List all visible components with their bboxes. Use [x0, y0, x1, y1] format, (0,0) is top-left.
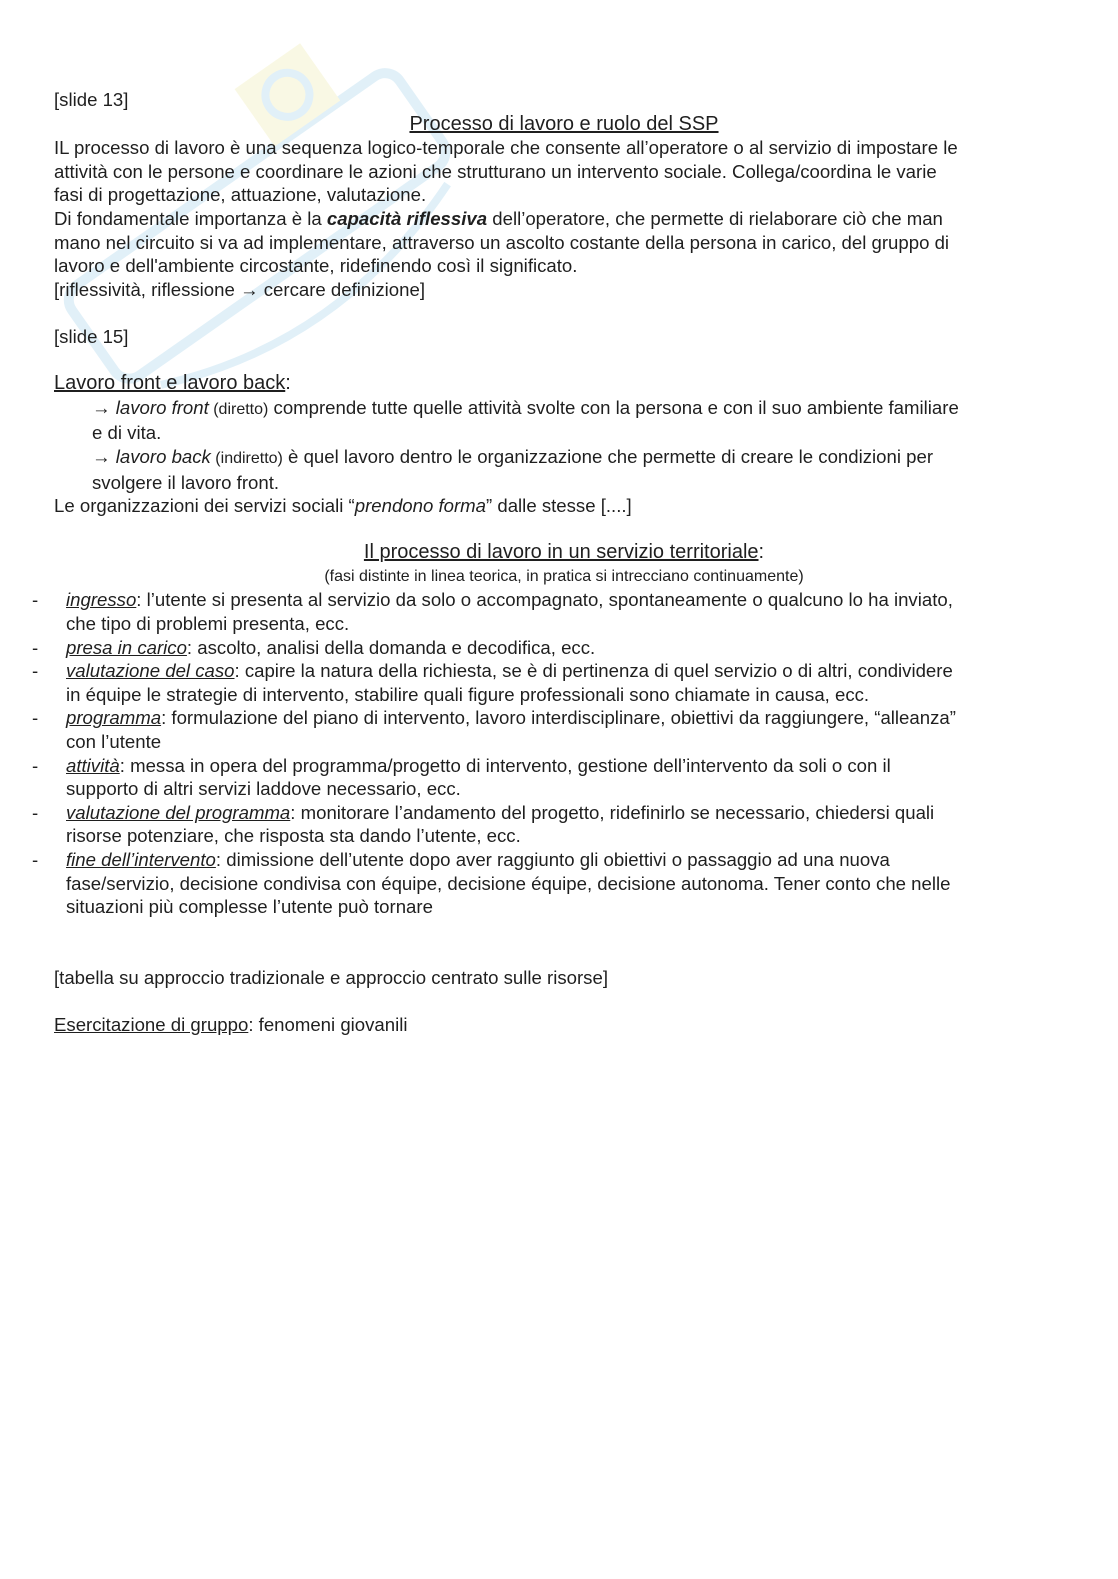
heading-text: Lavoro front e lavoro back [54, 372, 286, 395]
bullet-dash: - [32, 660, 39, 682]
lavoro-front-continuation: e di vita. [92, 422, 162, 444]
list-item-continuation: risorse potenziare, che risposta sta dando l’utente, ecc. [66, 825, 521, 847]
slide-13-label: [slide 13] [54, 89, 129, 110]
bullet-dash: - [32, 636, 39, 658]
bullet-dash: - [32, 849, 39, 870]
heading-text: Il processo di lavoro in un servizio territoriale [363, 541, 759, 564]
text-run: ” dalle stesse [....] [486, 495, 632, 517]
text-run: Di fondamentale importanza è la [54, 207, 327, 229]
list-item [32, 636, 1074, 660]
exercise-line [54, 1013, 1074, 1037]
list-item-continuation: situazioni più complesse l’utente può tornare [66, 896, 433, 918]
list-item [32, 848, 1074, 872]
lavoro-back-line [54, 445, 1074, 471]
bullet-dash: - [32, 801, 39, 823]
paren-diretto: (diretto) [208, 400, 269, 418]
term-lavoro-front: lavoro front [115, 396, 209, 418]
list-item-term: programma [66, 707, 162, 729]
text-run: comprende tutte quelle attività svolte con la persona e con il suo ambiente familiare [268, 396, 959, 418]
term-lavoro-back: lavoro back [115, 445, 211, 467]
lavoro-front-line [54, 396, 1074, 422]
process-list [32, 588, 1074, 918]
list-item-term: attività [66, 754, 120, 776]
list-item-term: presa in carico [66, 636, 187, 658]
list-item [32, 754, 1074, 778]
list-item-term: fine dell’intervento [66, 849, 216, 870]
closing-line [54, 494, 1074, 518]
exercise-text: : fenomeni giovanili [248, 1014, 408, 1036]
bullet-dash: - [32, 707, 39, 729]
section-title-text: Processo di lavoro e ruolo del SSP [409, 112, 719, 135]
processo-subtitle: (fasi distinte in linea teorica, in pratica si intrecciano continuamente) [324, 567, 804, 585]
text-run: è quel lavoro dentro le organizzazione che permette di creare le condizioni per [282, 445, 934, 467]
list-item-continuation: con l’utente [66, 731, 162, 753]
document-body [32, 88, 1074, 1037]
paragraph-line: mano nel circuito si va ad implementare, attraverso un ascolto costante della persona in carico, del gruppo di [54, 231, 950, 253]
section-title-processo [54, 112, 1074, 137]
list-item-term: ingresso [66, 589, 137, 611]
list-item-continuation: fase/servizio, decisione condivisa con équipe, decisione équipe, decisione autonoma. Tener conto che nelle [66, 872, 951, 894]
paragraph-line: IL processo di lavoro è una sequenza logico-temporale che consente all’operatore o al servizio di impostare le [54, 137, 958, 159]
list-item-continuation: che tipo di problemi presenta, ecc. [66, 613, 350, 635]
lavoro-front-back-heading [54, 372, 1074, 396]
prendono-forma-emphasis: prendono forma [354, 495, 487, 517]
slide-15-label: [slide 15] [54, 325, 129, 347]
heading-colon: : [758, 541, 765, 564]
list-item-text: : messa in opera del programma/progetto di intervento, gestione dell’intervento da soli o con il [119, 754, 891, 776]
lavoro-back-continuation: svolgere il lavoro front. [92, 471, 280, 493]
arrow-icon: → [92, 396, 116, 418]
list-item-text: : dimissione dell’utente dopo aver raggiunto gli obiettivi o passaggio ad una nuova [215, 849, 890, 870]
list-item-text: : capire la natura della richiesta, se è di pertinenza di quel servizio o di altri, condividere [234, 660, 953, 682]
list-item [32, 659, 1074, 683]
list-item [32, 706, 1074, 730]
exercise-label: Esercitazione di gruppo [54, 1014, 249, 1036]
bullet-dash: - [32, 589, 39, 611]
list-item-continuation: supporto di altri servizi laddove necessario, ecc. [66, 778, 461, 800]
list-item-term: valutazione del caso [66, 660, 235, 682]
paragraph-line: lavoro e dell'ambiente circostante, ridefinendo così il significato. [54, 255, 578, 277]
list-item-continuation: in équipe le strategie di intervento, stabilire quali figure professionali sono chiamate in causa, ecc. [66, 683, 870, 705]
list-item [32, 801, 1074, 825]
list-item-text: : ascolto, analisi della domanda e decodifica, ecc. [186, 636, 596, 658]
bullet-dash: - [32, 754, 39, 776]
text-run: dell’operatore, che permette di rielaborare ciò che man [487, 207, 943, 229]
list-item-term: valutazione del programma [66, 801, 291, 823]
paragraph-line [54, 207, 1074, 231]
list-item-text: : formulazione del piano di intervento, lavoro interdisciplinare, obiettivi da raggiungere, “alleanza” [161, 707, 956, 729]
table-note: [tabella su approccio tradizionale e approccio centrato sulle risorse] [54, 966, 608, 988]
list-item-text: : l’utente si presenta al servizio da solo o accompagnato, spontaneamente o qualcuno lo ha inviato, [136, 589, 953, 611]
paragraph-line: fasi di progettazione, attuazione, valutazione. [54, 184, 427, 206]
arrow-icon: → [92, 445, 116, 467]
note-line: [riflessività, riflessione → cercare definizione] [54, 278, 425, 300]
paragraph-line: attività con le persone e coordinare le azioni che strutturano un intervento sociale. Collega/coordina le varie [54, 160, 937, 182]
text-run: Le organizzazioni dei servizi sociali “ [54, 495, 355, 517]
heading-colon: : [285, 372, 291, 395]
list-item-text: : monitorare l’andamento del progetto, ridefinirlo se necessario, chiedersi quali [290, 801, 935, 823]
capacita-riflessiva-emphasis: capacità riflessiva [326, 207, 488, 229]
paren-indiretto: (indiretto) [210, 449, 283, 467]
processo-heading [54, 541, 1074, 565]
list-item [32, 588, 1074, 612]
